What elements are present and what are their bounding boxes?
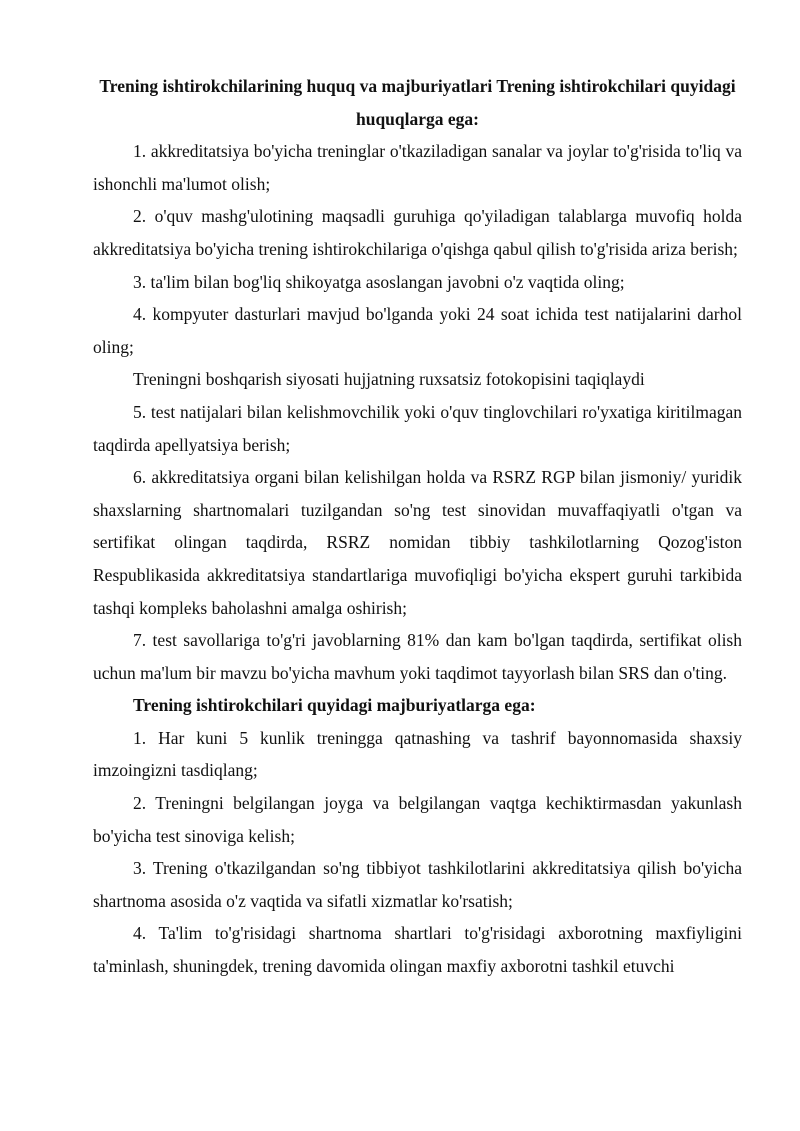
document-page (93, 70, 742, 983)
rights-item-6: 6. akkreditatsiya organi bilan kelishilgan holda va RSRZ RGP bilan jismoniy/ yuridik shaxslarning shartnomalari tuzilgandan so'ng test sinovidan muvaffaqiyatli o'tgan va sertifikat olingan taqdirda, RSRZ nomidan tibbiy tashkilotlarning Qozog'iston Respublikasida akkreditatsiya standartlariga muvofiqligi bo'yicha ekspert guruhi tarkibida tashqi kompleks baholashni amalga oshirish; (93, 467, 742, 618)
document-title: Trening ishtirokchilarining huquq va majburiyatlari Trening ishtirokchilari quyidagi huquqlarga ega: (99, 76, 736, 129)
rights-item-5: 5. test natijalari bilan kelishmovchilik yoki o'quv tinglovchilari ro'yxatiga kiritilmagan taqdirda apellyatsiya berish; (93, 401, 742, 455)
obligations-item-2: 2. Treningni belgilangan joyga va belgilangan vaqtga kechiktirmasdan yakunlash bo'yicha test sinoviga kelish; (93, 793, 742, 846)
obligations-item-1: 1. Har kuni 5 kunlik treningga qatnashing va tashrif bayonnomasida shaxsiy imzoingizni tasdiqlang; (93, 727, 742, 781)
rights-item-7: 7. test savollariga to'g'ri javoblarning 81% dan kam bo'lgan taqdirda, sertifikat olish uchun ma'lum bir mavzu bo'yicha mavhum yoki taqdimot tayyorlash bilan SRS dan o'ting. (93, 630, 742, 683)
rights-item-4: 4. kompyuter dasturlari mavjud bo'lganda yoki 24 soat ichida test natijalarini darhol oling; (93, 304, 742, 357)
policy-notice: Treningni boshqarish siyosati hujjatning ruxsatsiz fotokopisini taqiqlaydi (133, 369, 645, 390)
rights-item-3: 3. ta'lim bilan bog'liq shikoyatga asoslangan javobni o'z vaqtida oling; (133, 271, 625, 292)
obligations-item-4: 4. Ta'lim to'g'risidagi shartnoma shartlari to'g'risidagi axborotning maxfiyligini ta'minlash, shuningdek, trening davomida olingan maxfiy axborotni tashkil etuvchi (93, 923, 742, 977)
obligations-heading: Trening ishtirokchilari quyidagi majburiyatlarga ega: (133, 695, 536, 716)
obligations-item-3: 3. Trening o'tkazilgandan so'ng tibbiyot tashkilotlarini akkreditatsiya qilish bo'yicha shartnoma asosida o'z vaqtida va sifatli xizmatlar ko'rsatish; (93, 858, 742, 911)
rights-item-1: 1. akkreditatsiya bo'yicha treninglar o'tkaziladigan sanalar va joylar to'g'risida to'liq va ishonchli ma'lumot olish; (93, 141, 742, 194)
rights-item-2: 2. o'quv mashg'ulotining maqsadli guruhiga qo'yiladigan talablarga muvofiq holda akkreditatsiya bo'yicha trening ishtirokchilariga o'qishga qabul qilish to'g'risida ariza berish; (93, 206, 742, 259)
